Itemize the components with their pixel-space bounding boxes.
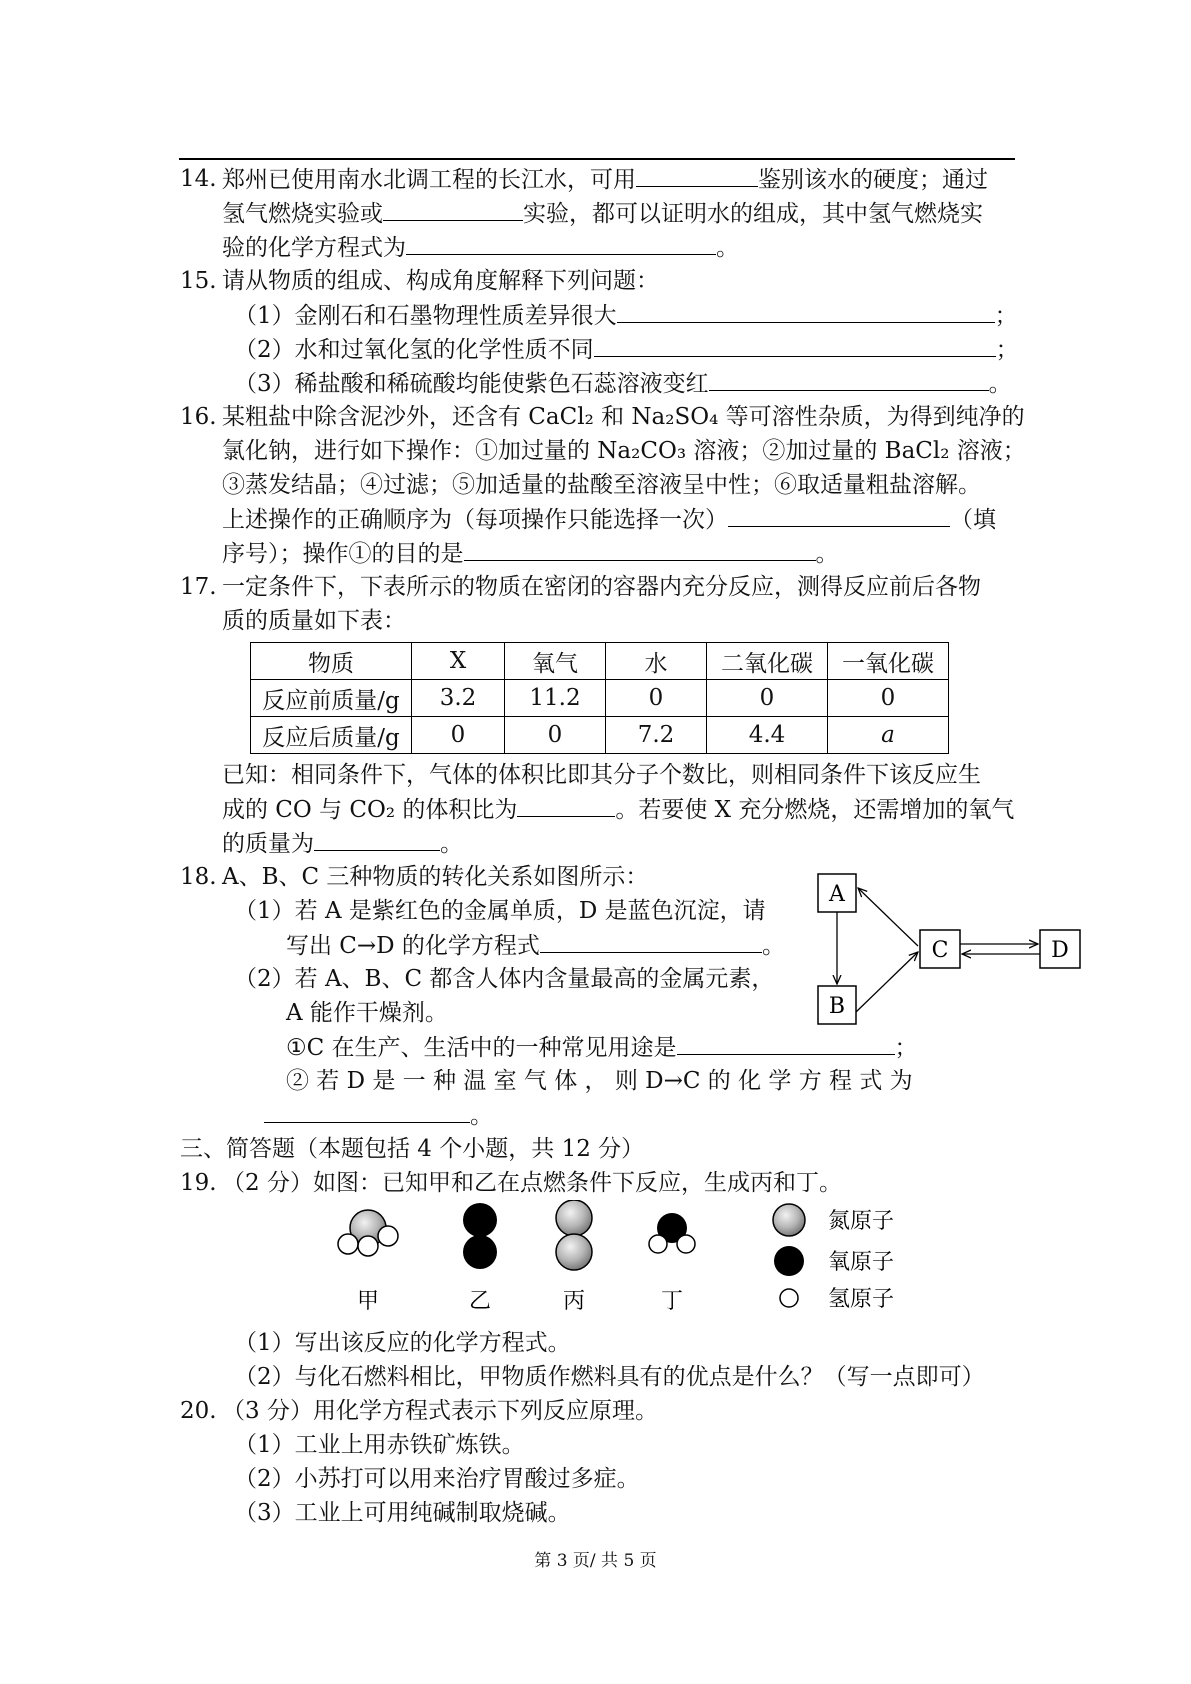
answer-blank[interactable] bbox=[406, 232, 716, 255]
answer-blank[interactable] bbox=[594, 334, 996, 357]
table-header: 二氧化碳 bbox=[707, 643, 828, 680]
q16-number: 16. bbox=[180, 404, 217, 430]
answer-blank[interactable] bbox=[517, 794, 615, 817]
table-header-row bbox=[251, 643, 949, 680]
legend-nitrogen-icon bbox=[773, 1204, 805, 1236]
q17-line2: 质的质量如下表： bbox=[222, 608, 406, 634]
label-ding: 丁 bbox=[660, 1289, 684, 1314]
q17-line1: 一定条件下，下表所示的物质在密闭的容器内充分反应，测得反应前后各物 bbox=[222, 574, 981, 600]
q17-after2: 成的 CO 与 CO₂ 的体积比为 。若要使 X 充分燃烧，还需增加的氧气 bbox=[222, 794, 1014, 825]
table-row bbox=[251, 680, 949, 717]
q15-item-3: （3）稀盐酸和稀硫酸均能使紫色石蕊溶液变红 。 bbox=[234, 368, 1012, 399]
table-cell: 0 bbox=[505, 717, 606, 754]
answer-blank[interactable] bbox=[617, 300, 995, 323]
table-cell: 7.2 bbox=[606, 717, 707, 754]
q19-number: 19. bbox=[180, 1170, 217, 1196]
q14-line2: 氢气燃烧实验或 实验，都可以证明水的组成，其中氢气燃烧实 bbox=[222, 198, 983, 229]
table-cell: 11.2 bbox=[505, 680, 606, 717]
q19-sub1: （1）写出该反应的化学方程式。 bbox=[234, 1330, 571, 1356]
label-yi: 乙 bbox=[468, 1289, 492, 1314]
q18-p2-a: （2）若 A、B、C 都含人体内含量最高的金属元素， bbox=[234, 966, 775, 992]
q14-line1: 郑州已使用南水北调工程的长江水，可用 鉴别该水的硬度；通过 bbox=[222, 164, 988, 195]
q20-item-1: （1）工业上用赤铁矿炼铁。 bbox=[234, 1432, 525, 1458]
node-d-label: D bbox=[1051, 938, 1069, 963]
q18-number: 18. bbox=[180, 864, 217, 890]
q15-item-1: （1）金刚石和石墨物理性质差异很大 ； bbox=[234, 300, 1018, 331]
node-c-label: C bbox=[931, 938, 949, 963]
table-cell: 0 bbox=[606, 680, 707, 717]
header-rule bbox=[179, 158, 1015, 160]
answer-blank[interactable] bbox=[728, 504, 950, 527]
answer-blank[interactable] bbox=[383, 198, 523, 221]
q20-intro: （3 分）用化学方程式表示下列反应原理。 bbox=[222, 1398, 658, 1424]
q20-item-2: （2）小苏打可以用来治疗胃酸过多症。 bbox=[234, 1466, 640, 1492]
q18-p1-a: （1）若 A 是紫红色的金属单质，D 是蓝色沉淀，请 bbox=[234, 898, 766, 924]
q17-after1: 已知：相同条件下，气体的体积比即其分子个数比，则相同条件下该反应生 bbox=[222, 762, 981, 788]
conversion-diagram bbox=[800, 864, 1100, 1034]
q16-line1: 某粗盐中除含泥沙外，还含有 CaCl₂ 和 Na₂SO₄ 等可溶性杂质，为得到纯净的 bbox=[222, 404, 1025, 430]
molecule-bing bbox=[556, 1200, 592, 1270]
legend-hydrogen-icon bbox=[780, 1289, 798, 1307]
page-footer: 第 3 页/ 共 5 页 bbox=[534, 1551, 657, 1571]
molecule-yi bbox=[463, 1203, 497, 1269]
q19-intro: （2 分）如图：已知甲和乙在点燃条件下反应，生成丙和丁。 bbox=[222, 1170, 842, 1196]
arrow-c-a bbox=[858, 888, 918, 946]
table-row bbox=[251, 717, 949, 754]
legend-oxygen-icon bbox=[774, 1246, 804, 1276]
q15-number: 15. bbox=[180, 268, 217, 294]
q15-item-2: （2）水和过氧化氢的化学性质不同 ； bbox=[234, 334, 1019, 365]
q15-intro: 请从物质的组成、构成角度解释下列问题： bbox=[222, 268, 659, 294]
answer-blank[interactable] bbox=[264, 1100, 470, 1123]
q18-p2-b: A 能作干燥剂。 bbox=[286, 1000, 448, 1026]
table-cell: 4.4 bbox=[707, 717, 828, 754]
q17-number: 17. bbox=[180, 574, 217, 600]
label-jia: 甲 bbox=[356, 1289, 380, 1314]
q17-after3: 的质量为 。 bbox=[222, 828, 463, 859]
table-cell: 0 bbox=[828, 680, 949, 717]
table-cell: a bbox=[828, 717, 949, 754]
answer-blank[interactable] bbox=[677, 1032, 895, 1055]
section-3-title: 三、简答题（本题包括 4 个小题，共 12 分） bbox=[180, 1136, 645, 1162]
legend-oxygen-label: 氧原子 bbox=[828, 1250, 895, 1275]
mass-table bbox=[250, 642, 949, 754]
q20-item-3: （3）工业上可用纯碱制取烧碱。 bbox=[234, 1500, 571, 1526]
q18-p2-d: ② 若 D 是 一 种 温 室 气 体 ， 则 D→C 的 化 学 方 程 式 为 bbox=[286, 1068, 913, 1094]
q18-p2-e: 。 bbox=[264, 1100, 493, 1131]
table-header: 物质 bbox=[251, 643, 412, 680]
table-cell: 3.2 bbox=[412, 680, 505, 717]
q19-sub2: （2）与化石燃料相比，甲物质作燃料具有的优点是什么？（写一点即可） bbox=[234, 1364, 985, 1390]
molecule-diagram bbox=[320, 1200, 1020, 1320]
answer-blank[interactable] bbox=[540, 930, 762, 953]
table-header: 氧气 bbox=[505, 643, 606, 680]
table-cell: 0 bbox=[412, 717, 505, 754]
node-b-label: B bbox=[828, 994, 846, 1019]
q16-line5: 序号）；操作①的目的是 。 bbox=[222, 538, 839, 569]
table-header: 一氧化碳 bbox=[828, 643, 949, 680]
q18-p2-c: ①C 在生产、生活中的一种常见用途是 ； bbox=[286, 1032, 918, 1063]
q16-line2: 氯化钠，进行如下操作：①加过量的 Na₂CO₃ 溶液；②加过量的 BaCl₂ 溶液； bbox=[222, 438, 1026, 464]
answer-blank[interactable] bbox=[464, 538, 816, 561]
q16-line4: 上述操作的正确顺序为（每项操作只能选择一次） （填 bbox=[222, 504, 996, 535]
q20-number: 20. bbox=[180, 1398, 217, 1424]
table-header: X bbox=[412, 643, 505, 680]
q14-number: 14. bbox=[180, 166, 217, 192]
q16-line3: ③蒸发结晶；④过滤；⑤加适量的盐酸至溶液呈中性；⑥取适量粗盐溶解。 bbox=[222, 472, 981, 498]
label-bing: 丙 bbox=[562, 1289, 586, 1314]
table-cell: 反应前质量/g bbox=[251, 680, 412, 717]
table-cell: 0 bbox=[707, 680, 828, 717]
node-a-label: A bbox=[829, 882, 845, 907]
answer-blank[interactable] bbox=[636, 164, 758, 187]
table-header: 水 bbox=[606, 643, 707, 680]
q18-intro: A、B、C 三种物质的转化关系如图所示： bbox=[222, 864, 649, 890]
legend-nitrogen-label: 氮原子 bbox=[828, 1209, 895, 1234]
q14-line3: 验的化学方程式为 。 bbox=[222, 232, 739, 263]
arrow-b-c bbox=[856, 952, 918, 1012]
table-cell: 反应后质量/g bbox=[251, 717, 412, 754]
answer-blank[interactable] bbox=[709, 368, 989, 391]
molecule-jia bbox=[338, 1210, 398, 1256]
answer-blank[interactable] bbox=[314, 828, 440, 851]
molecule-ding bbox=[649, 1213, 695, 1253]
q18-p1-b: 写出 C→D 的化学方程式 。 bbox=[286, 930, 785, 961]
legend-hydrogen-label: 氢原子 bbox=[828, 1287, 895, 1312]
